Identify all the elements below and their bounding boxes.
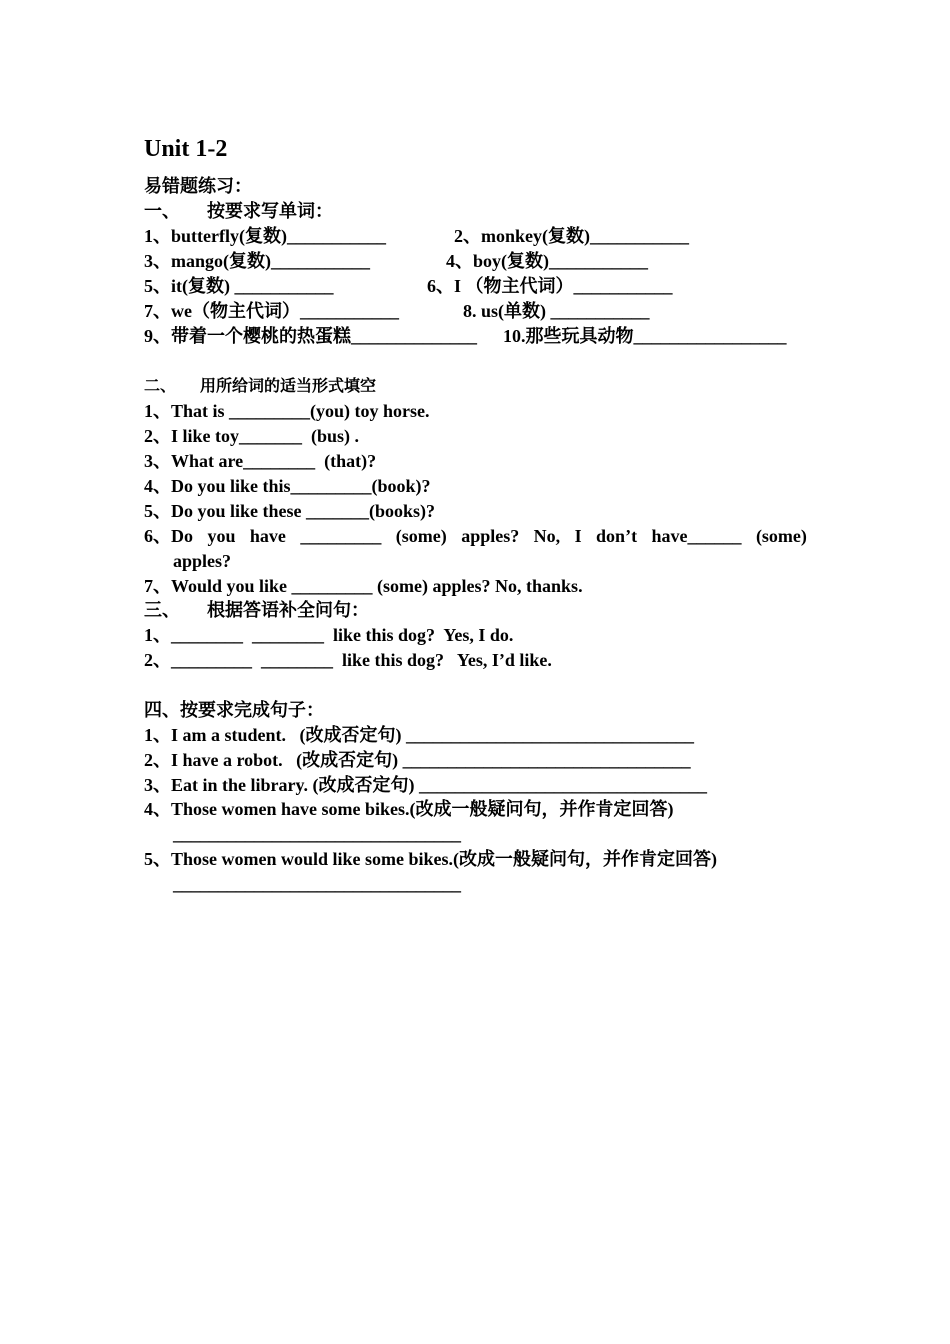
- s2-item6-blank: _________: [300, 526, 382, 546]
- page-title: Unit 1-2: [144, 136, 228, 162]
- s2-item6-word: you: [207, 526, 236, 546]
- s1-row2-a: 3、mango(复数)___________: [144, 251, 370, 271]
- section3-heading: 三、 根据答语补全问句：: [144, 600, 369, 620]
- section1-heading: 一、 按要求写单词：: [144, 201, 333, 221]
- section4-heading: 四、按要求完成句子：: [144, 700, 324, 720]
- s1-row2-b: 4、boy(复数)___________: [446, 251, 648, 271]
- s4-item2: 2、I have a robot. (改成否定句) ________________________________: [144, 750, 691, 770]
- s2-item2: 2、I like toy_______ (bus) .: [144, 426, 360, 446]
- s2-item6-cont: apples?: [173, 551, 232, 571]
- s4-item3: 3、Eat in the library. (改成否定句) ________________________________: [144, 775, 707, 795]
- section2-heading: 二、 用所给词的适当形式填空: [144, 378, 377, 395]
- s1-row3-b: 6、I （物主代词）___________: [427, 276, 673, 296]
- s2-item6-word: (some): [755, 526, 807, 546]
- s2-item6-word: have: [249, 526, 286, 546]
- s2-item6-word: 6、Do: [144, 526, 193, 546]
- s1-row4-a: 7、we（物主代词）___________: [144, 301, 399, 321]
- s3-item2: 2、_________ ________ like this dog? Yes, I’d like.: [144, 650, 552, 670]
- s1-row1-b: 2、monkey(复数)___________: [454, 226, 689, 246]
- s4-item5: 5、Those women would like some bikes.(改成一般疑问句，并作肯定回答): [144, 849, 718, 869]
- s2-item6: [144, 524, 807, 549]
- s2-item5: 5、Do you like these _______(books)?: [144, 501, 436, 521]
- s2-item1: 1、That is _________(you) toy horse.: [144, 401, 430, 421]
- s1-row3-a: 5、it(复数) ___________: [144, 276, 334, 296]
- s2-item6-word: apples?: [461, 526, 520, 546]
- s1-row5-a: 9、带着一个樱桃的热蛋糕______________: [144, 326, 477, 346]
- s2-item7: 7、Would you like _________ (some) apples? No, thanks.: [144, 576, 583, 596]
- s2-item6-word: I: [574, 526, 582, 546]
- s2-item3: 3、What are________ (that)?: [144, 451, 377, 471]
- subtitle: 易错题练习：: [144, 176, 252, 196]
- s2-item6-word: don’t: [596, 526, 638, 546]
- s2-item6-word: No,: [533, 526, 561, 546]
- s1-row4-b: 8. us(单数) ___________: [463, 301, 650, 321]
- s2-item6-blank: have______: [651, 526, 742, 546]
- s1-row5-b: 10.那些玩具动物_________________: [503, 326, 787, 346]
- s2-item4: 4、Do you like this_________(book)?: [144, 476, 431, 496]
- s1-row1-a: 1、butterfly(复数)___________: [144, 226, 386, 246]
- s4-item4-blank: ________________________________: [173, 824, 461, 844]
- s4-item4: 4、Those women have some bikes.(改成一般疑问句，并作肯定回答): [144, 799, 674, 819]
- s2-item6-word: (some): [395, 526, 447, 546]
- s4-item5-blank: ________________________________: [173, 874, 461, 894]
- s4-item1: 1、I am a student. (改成否定句) ________________________________: [144, 725, 695, 745]
- s3-item1: 1、________ ________ like this dog? Yes, I do.: [144, 625, 514, 645]
